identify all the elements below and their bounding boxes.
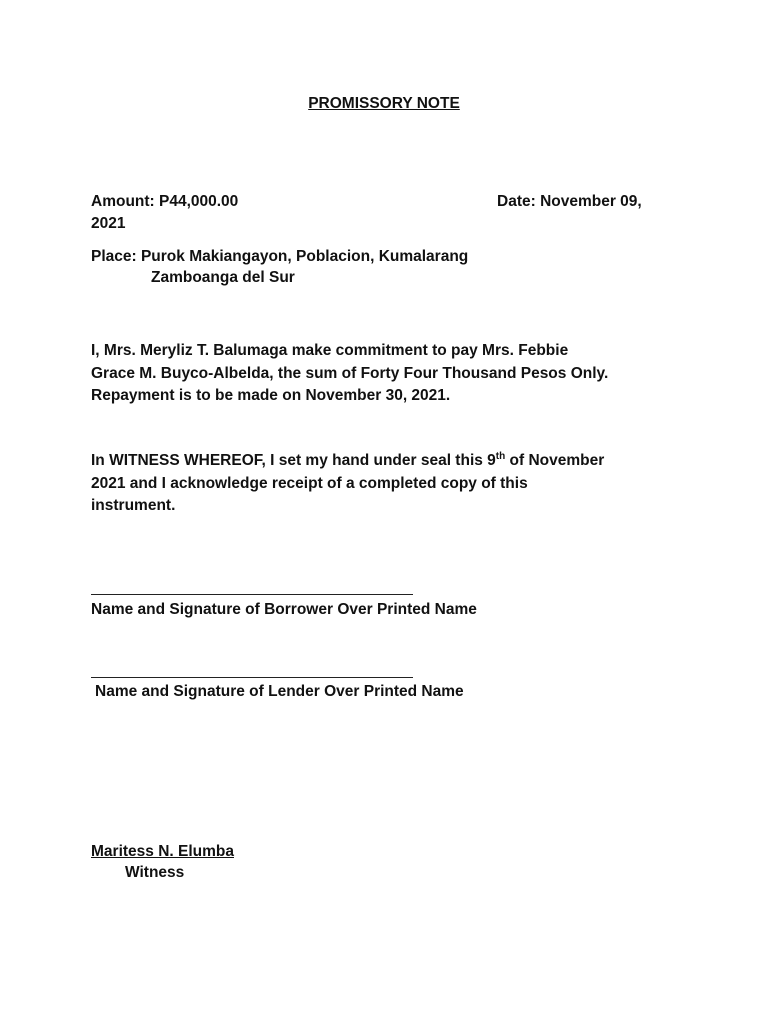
witness-clause-text: In WITNESS WHEREOF, I set my hand under seal this 9 bbox=[91, 452, 496, 469]
witness-name: Maritess N. Elumba bbox=[91, 843, 234, 860]
commitment-paragraph bbox=[91, 340, 608, 408]
lender-signature-line bbox=[91, 677, 413, 678]
witness-clause-line bbox=[91, 450, 604, 473]
witness-clause-text: of November bbox=[505, 452, 605, 469]
ordinal-suffix: th bbox=[495, 450, 506, 462]
witness-clause-line: 2021 and I acknowledge receipt of a completed copy of this bbox=[91, 474, 528, 492]
commitment-line: I, Mrs. Meryliz T. Balumaga make commitment to pay Mrs. Febbie bbox=[91, 342, 569, 359]
place-line-2: Zamboanga del Sur bbox=[151, 269, 295, 286]
witness-label: Witness bbox=[125, 864, 185, 881]
witness-clause-line: instrument. bbox=[91, 497, 176, 514]
date-field: Date: November 09, bbox=[497, 193, 642, 210]
borrower-signature-label: Name and Signature of Borrower Over Printed Name bbox=[91, 601, 477, 618]
lender-signature-label: Name and Signature of Lender Over Printed Name bbox=[95, 683, 464, 700]
commitment-line: Repayment is to be made on November 30, 2021. bbox=[91, 387, 451, 404]
document-title: PROMISSORY NOTE bbox=[308, 95, 460, 112]
date-year: 2021 bbox=[91, 215, 126, 232]
place-line-1: Place: Purok Makiangayon, Poblacion, Kumalarang bbox=[91, 248, 469, 265]
witness-clause-paragraph bbox=[91, 450, 604, 518]
commitment-line: Grace M. Buyco-Albelda, the sum of Forty Four Thousand Pesos Only. bbox=[91, 364, 609, 382]
amount-field: Amount: P44,000.00 bbox=[91, 193, 239, 210]
borrower-signature-line bbox=[91, 594, 413, 595]
